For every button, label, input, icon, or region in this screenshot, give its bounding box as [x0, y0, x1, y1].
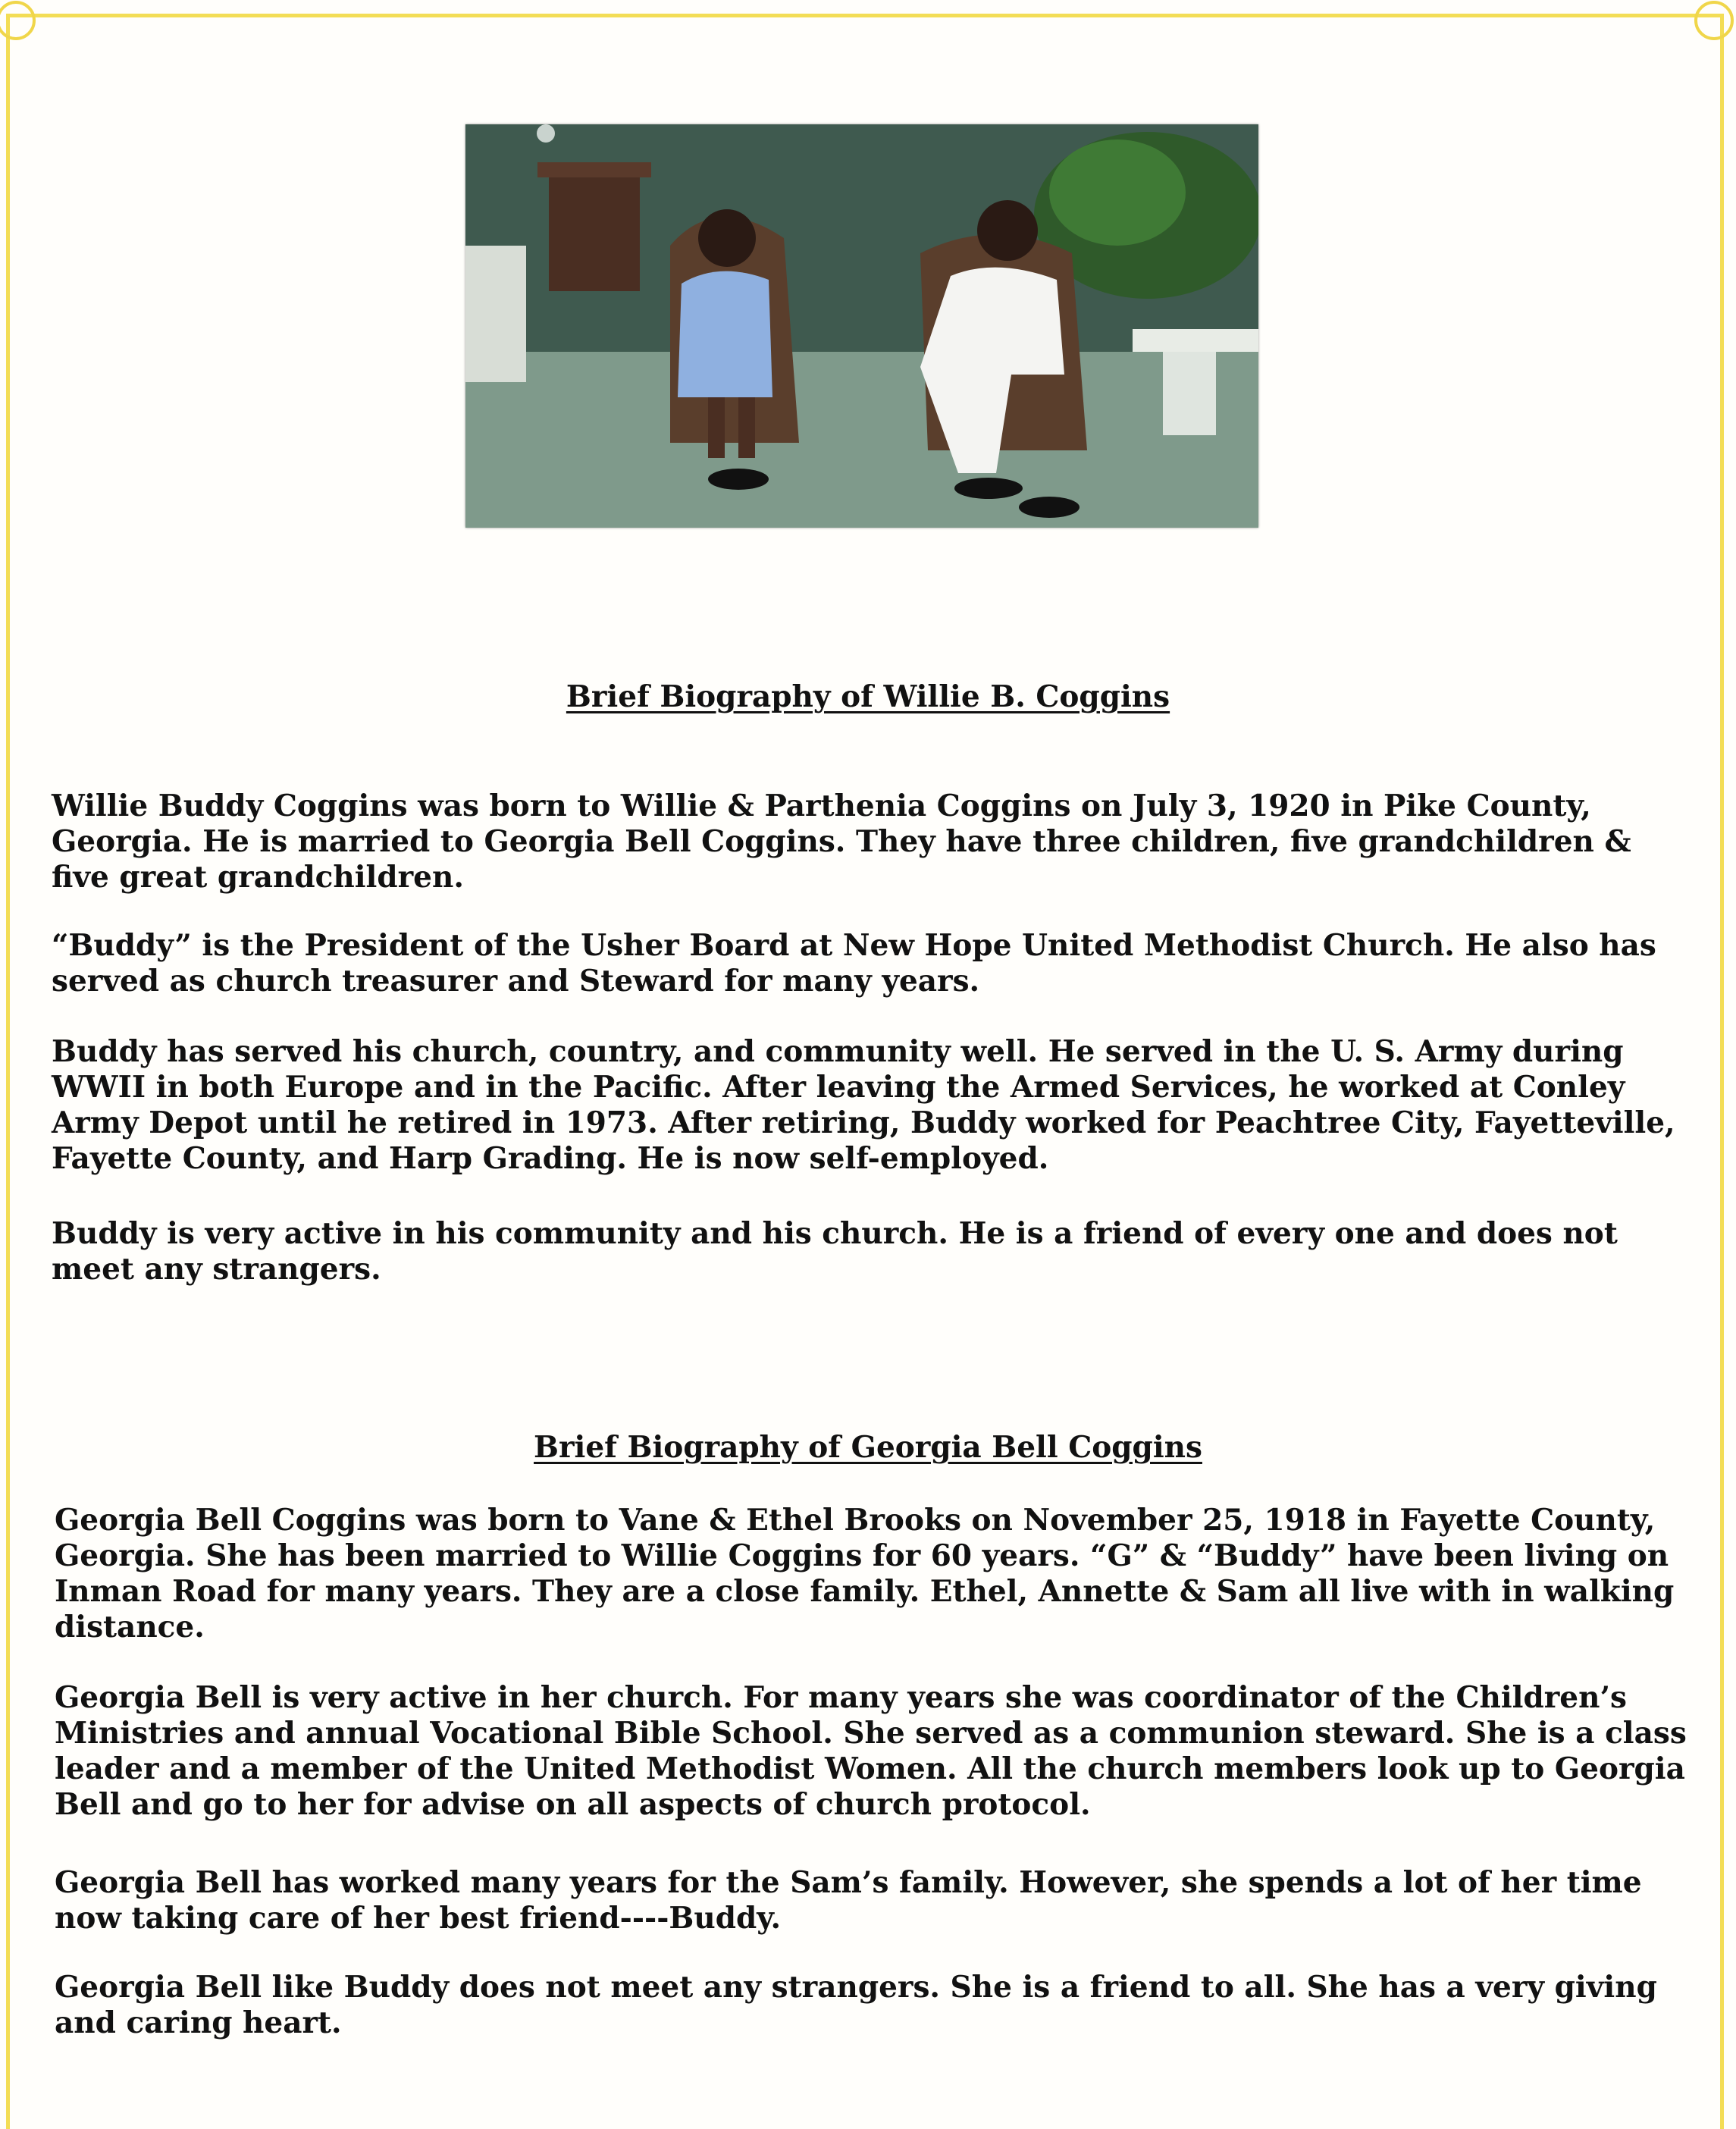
bio2-title: Brief Biography of Georgia Bell Coggins	[534, 1430, 1202, 1465]
bio2-paragraph: Georgia Bell is very active in her church. For many years she was coordinator of the Children’s Ministries and annual Vocational Bible School. She served as a communion steward. She is a class leader and a member of the United Methodist Women. All the church members look up to Georgia Bell and go to her for advise on all aspects of church protocol.	[55, 1680, 1687, 1822]
couple-photo	[465, 124, 1258, 528]
bio2-paragraph: Georgia Bell has worked many years for the Sam’s family. However, she spends a lot of her time now taking care of her best friend----Buddy.	[55, 1865, 1642, 1936]
bio1-paragraph: Willie Buddy Coggins was born to Willie & Parthenia Coggins on July 3, 1920 in Pike County, Georgia. He is married to Georgia Bell Coggins. They have three children, five grandchildren & five great grandchildren.	[52, 789, 1631, 895]
corner-ornament-icon	[0, 1, 36, 40]
bio1-paragraph: “Buddy” is the President of the Usher Board at New Hope United Methodist Church. He also has served as church treasurer and Steward for many years.	[52, 928, 1656, 999]
bio1-paragraph: Buddy has served his church, country, and community well. He served in the U. S. Army during WWII in both Europe and in the Pacific. After leaving the Armed Services, he worked at Conley Army Depot until he retired in 1973. After retiring, Buddy worked for Peachtree City, Fayetteville, Fayette County, and Harp Grading. He is now self-employed.	[52, 1034, 1675, 1176]
bio1-paragraph: Buddy is very active in his community and his church. He is a friend of every one and does not meet any strangers.	[52, 1216, 1618, 1287]
bio1-title: Brief Biography of Willie B. Coggins	[566, 679, 1170, 714]
bio2-paragraph: Georgia Bell like Buddy does not meet any strangers. She is a friend to all. She has a very giving and caring heart.	[55, 1970, 1657, 2040]
bio2-paragraph: Georgia Bell Coggins was born to Vane & Ethel Brooks on November 25, 1918 in Fayette County, Georgia. She has been married to Willie Coggins for 60 years. “G” & “Buddy” have been living on Inman Road for many years. They are a close family. Ethel, Annette & Sam all live with in walking distance.	[55, 1503, 1675, 1645]
couple-photo-icon	[465, 124, 1258, 528]
corner-ornament-icon	[1694, 1, 1734, 40]
